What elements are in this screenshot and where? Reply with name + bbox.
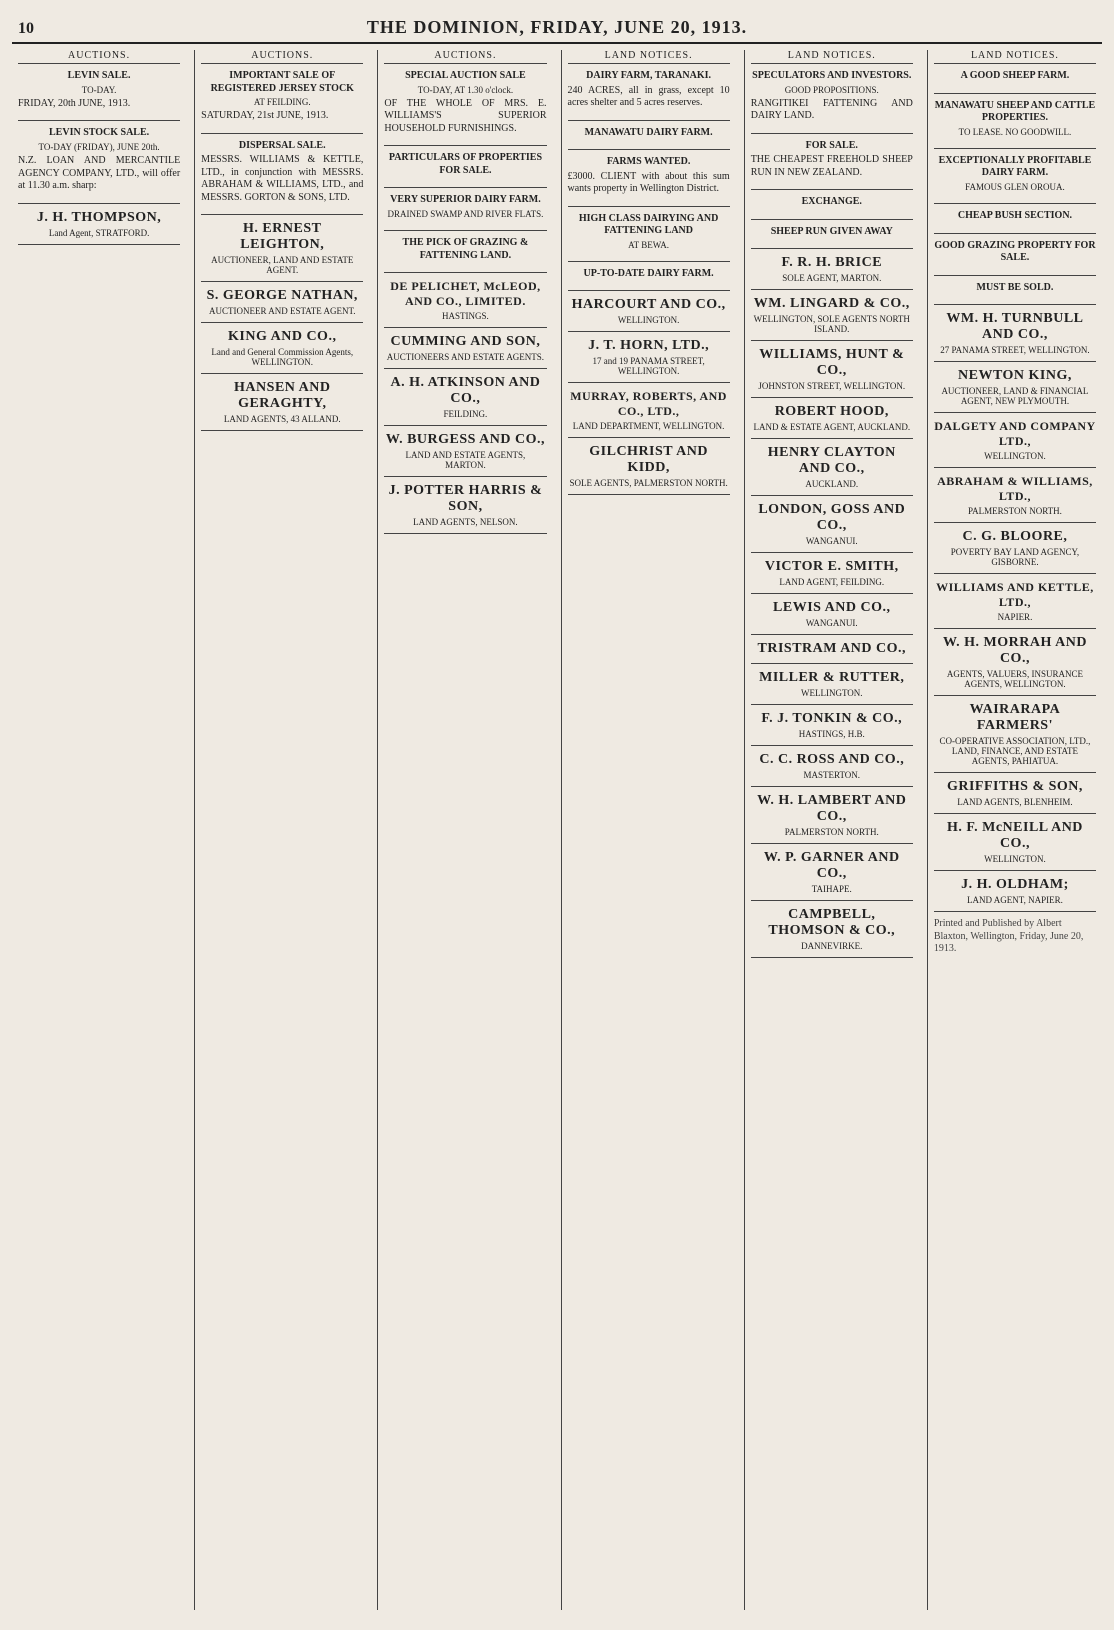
notice-heading: EXCEPTIONALLY PROFITABLE DAIRY FARM. [938, 154, 1092, 179]
notice-divider [201, 214, 363, 215]
agent-name: WM. LINGARD & CO., [753, 296, 910, 312]
notice [201, 140, 363, 205]
agent-name: MILLER & RUTTER, [759, 670, 905, 686]
notice-heading: SPECIAL AUCTION SALE [405, 70, 526, 81]
column-4 [561, 50, 736, 1610]
columns [12, 50, 1102, 1610]
notice [934, 240, 1096, 265]
agent-divider [934, 467, 1096, 468]
agent-name: ROBERT HOOD, [774, 404, 889, 420]
agent-divider [751, 745, 913, 746]
agent-divider [384, 327, 546, 328]
agent-address: 27 PANAMA STREET, WELLINGTON. [940, 345, 1090, 355]
agent-address: DANNEVIRKE. [801, 941, 863, 952]
notice-divider [934, 148, 1096, 149]
agent-divider [201, 322, 363, 323]
agent-address: AGENTS, VALUERS, INSURANCE AGENTS, WELLINGTON. [946, 669, 1084, 689]
agent-address: PALMERSTON NORTH. [784, 827, 879, 838]
notice-body: 240 ACRES, all in grass, except 10 acres shelter and 5 acres reserves. [567, 84, 730, 108]
notice-heading: MUST BE SOLD. [976, 281, 1054, 293]
notice-divider [751, 189, 913, 190]
agent-address: WANGANUI. [805, 618, 858, 629]
agent-name: C. G. BLOORE, [962, 529, 1068, 544]
agent-address: LAND AGENT, FEILDING. [779, 577, 885, 588]
agent-name: GRIFFITHS & SON, [946, 779, 1083, 794]
agent-divider [751, 663, 913, 664]
notice-subheading: FAMOUS GLEN OROUA. [965, 181, 1065, 192]
column-5 [744, 50, 919, 1610]
agent-address: LAND AGENTS, BLENHEIM. [957, 797, 1073, 807]
column-header: LAND NOTICES. [568, 50, 730, 64]
agent-name: WM. H. TURNBULL AND CO., [946, 311, 1084, 342]
notice-heading: THE PICK OF GRAZING & FATTENING LAND. [402, 237, 529, 261]
notice-heading: FARMS WANTED. [606, 156, 691, 167]
notice-heading: MANAWATU DAIRY FARM. [584, 126, 713, 138]
agent-address: WELLINGTON, SOLE AGENTS NORTH ISLAND. [753, 314, 910, 335]
notice-divider [934, 275, 1096, 276]
agent-divider [201, 281, 363, 282]
agent-address: LAND DEPARTMENT, WELLINGTON. [572, 421, 725, 432]
notice [384, 237, 546, 262]
agent-name: DE PELICHET, McLEOD, AND CO., LIMITED. [390, 279, 541, 308]
column-header: LAND NOTICES. [934, 50, 1096, 64]
notice-heading: DAIRY FARM, TARANAKI. [586, 70, 712, 81]
agent-address: WELLINGTON. [984, 854, 1046, 864]
notice [384, 70, 546, 135]
agent-address: LAND AGENTS, NELSON. [413, 517, 518, 527]
notice-subheading: TO-DAY (FRIDAY), JUNE 20th. [38, 141, 160, 152]
agent-divider [568, 437, 730, 438]
notice-divider [201, 133, 363, 134]
agent-address: AUCTIONEER AND ESTATE AGENT. [208, 306, 356, 317]
agent-address: FEILDING. [443, 409, 488, 419]
agent-divider [568, 494, 730, 495]
agent-name: WILLIAMS, HUNT & CO., [759, 347, 905, 379]
notice-heading: FOR SALE. [805, 139, 858, 151]
agent-divider [751, 340, 913, 341]
column-3 [377, 50, 552, 1610]
notice [201, 70, 363, 123]
agent-name: A. H. ATKINSON AND CO., [390, 375, 541, 406]
agent-divider [751, 495, 913, 496]
notice-divider [384, 272, 546, 273]
agent-address: CO-OPERATIVE ASSOCIATION, LTD., LAND, FINANCE, AND ESTATE AGENTS, PAHIATUA. [939, 736, 1091, 766]
notice [751, 196, 913, 209]
notice-subheading: TO-DAY, AT 1.30 o'clock. [417, 84, 514, 95]
notice-heading: DISPERSAL SALE. [238, 139, 326, 151]
agent-name: CAMPBELL, THOMSON & CO., [768, 907, 896, 939]
agent-divider [751, 397, 913, 398]
notice-body: RANGITIKEI FATTENING AND DAIRY LAND. [750, 97, 913, 122]
page-footer: Printed and Published by Albert Blaxton, Wellington, Friday, June 20, 1913. [933, 918, 1084, 954]
column-2 [194, 50, 369, 1610]
notice [934, 70, 1096, 83]
masthead [12, 8, 1102, 44]
notice [934, 155, 1096, 193]
notice [934, 282, 1096, 295]
agent-address: NAPIER. [997, 612, 1033, 622]
agent-name: W. H. LAMBERT AND CO., [757, 793, 907, 825]
notice-heading: SPECULATORS AND INVESTORS. [752, 70, 912, 81]
notice-body: £3000. CLIENT with about this sum wants property in Wellington District. [567, 170, 730, 194]
agent-divider [568, 382, 730, 383]
agent-divider [934, 361, 1096, 362]
notice-subheading: GOOD PROPOSITIONS. [784, 84, 879, 95]
agent-divider [568, 331, 730, 332]
agent-address: TAIHAPE. [811, 884, 852, 895]
notice-divider [568, 261, 730, 262]
agent-address: HASTINGS. [442, 311, 489, 321]
notice-divider [934, 233, 1096, 234]
agent-address: JOHNSTON STREET, WELLINGTON. [758, 381, 906, 392]
agent-name: H. ERNEST LEIGHTON, [240, 221, 325, 253]
column-header: AUCTIONS. [201, 50, 363, 64]
notice-divider [934, 203, 1096, 204]
agent-divider [751, 843, 913, 844]
notice-heading: HIGH CLASS DAIRYING AND FATTENING LAND [578, 212, 719, 236]
notice-heading: A GOOD SHEEP FARM. [960, 70, 1070, 81]
agent-name: VICTOR E. SMITH, [764, 559, 899, 575]
agent-name: NEWTON KING, [958, 368, 1072, 383]
notice-subheading: AT BEWA. [628, 239, 670, 250]
column-1 [12, 50, 186, 1610]
notice [568, 213, 730, 251]
agent-name: GILCHRIST AND KIDD, [589, 444, 708, 476]
notice [18, 127, 180, 192]
agent-divider [384, 476, 546, 477]
notice-heading: SHEEP RUN GIVEN AWAY [770, 225, 893, 237]
notice [384, 194, 546, 220]
agent-name: H. F. McNEILL AND CO., [946, 820, 1083, 851]
newspaper-page [12, 8, 1102, 1608]
agent-name: S. GEORGE NATHAN, [206, 288, 358, 304]
agent-name: HARCOURT AND CO., [571, 297, 726, 313]
notice-divider [384, 230, 546, 231]
notice [934, 100, 1096, 138]
agent-address: WELLINGTON. [617, 315, 680, 326]
notice-divider [568, 290, 730, 291]
agent-divider [201, 373, 363, 374]
notice-divider [751, 248, 913, 249]
notice-divider [751, 133, 913, 134]
agent-name: HENRY CLAYTON AND CO., [767, 445, 896, 477]
column-header: AUCTIONS. [18, 50, 180, 64]
notice-divider [568, 149, 730, 150]
agent-name: LEWIS AND CO., [773, 600, 891, 616]
agent-divider [751, 957, 913, 958]
agent-name: WILLIAMS AND KETTLE, LTD., [936, 580, 1094, 609]
notice [384, 152, 546, 177]
notice-subheading: DRAINED SWAMP AND RIVER FLATS. [387, 208, 544, 219]
notice-heading: VERY SUPERIOR DAIRY FARM. [390, 194, 541, 206]
notice [568, 156, 730, 196]
notice-subheading: TO LEASE. NO GOODWILL. [958, 126, 1072, 137]
column-header: AUCTIONS. [384, 50, 546, 64]
notice-subheading: AT FEILDING. [253, 97, 311, 107]
agent-name: W. P. GARNER AND CO., [763, 850, 900, 882]
agent-address: MASTERTON. [803, 770, 861, 781]
notice [568, 268, 730, 281]
agent-address: AUCTIONEER, LAND AND ESTATE AGENT. [211, 255, 354, 276]
notice-heading: IMPORTANT SALE OF REGISTERED JERSEY STOCK [210, 70, 354, 94]
notice-divider [568, 120, 730, 121]
agent-divider [18, 244, 180, 245]
agent-divider [751, 593, 913, 594]
agent-name: F. R. H. BRICE [781, 255, 883, 271]
agent-address: WELLINGTON. [800, 688, 863, 699]
agent-divider [751, 634, 913, 635]
agent-name: WAIRARAPA FARMERS' [969, 702, 1061, 733]
agent-name: J. H. THOMPSON, [36, 209, 162, 225]
agent-divider [751, 900, 913, 901]
agent-divider [751, 704, 913, 705]
agent-divider [384, 368, 546, 369]
notice-divider [384, 187, 546, 188]
agent-divider [751, 552, 913, 553]
agent-divider [934, 628, 1096, 629]
agent-address: LAND AGENT, NAPIER. [967, 895, 1063, 905]
notice [934, 210, 1096, 223]
agent-name: TRISTRAM AND CO., [757, 641, 907, 657]
notice-divider [384, 145, 546, 146]
agent-name: F. J. TONKIN & CO., [761, 711, 903, 727]
agent-divider [934, 573, 1096, 574]
agent-name: J. POTTER HARRIS & SON, [388, 483, 543, 514]
column-6 [927, 50, 1102, 1610]
notice-divider [934, 93, 1096, 94]
agent-address: AUCTIONEER, LAND & FINANCIAL AGENT, NEW PLYMOUTH. [941, 386, 1089, 406]
agent-divider [751, 786, 913, 787]
agent-name: DALGETY AND COMPANY LTD., [934, 419, 1096, 448]
agent-divider [384, 533, 546, 534]
agent-address: AUCKLAND. [805, 479, 859, 490]
agent-divider [934, 412, 1096, 413]
agent-divider [751, 438, 913, 439]
agent-name: W. BURGESS AND CO., [385, 432, 545, 447]
notice-divider [18, 120, 180, 121]
notice [751, 140, 913, 180]
notice-body: SATURDAY, 21st JUNE, 1913. [201, 110, 329, 122]
agent-address: 17 and 19 PANAMA STREET, WELLINGTON. [592, 356, 705, 377]
agent-divider [934, 911, 1096, 912]
notice [568, 127, 730, 140]
agent-divider [201, 430, 363, 431]
agent-divider [934, 522, 1096, 523]
agent-address: Land Agent, STRATFORD. [48, 227, 150, 238]
notice [751, 70, 913, 123]
notice-body: N.Z. LOAN AND MERCANTILE AGENCY COMPANY, LTD., will offer at 11.30 a.m. sharp: [18, 155, 181, 191]
column-header: LAND NOTICES. [751, 50, 913, 64]
agent-name: ABRAHAM & WILLIAMS, LTD., [937, 474, 1093, 503]
agent-name: C. C. ROSS AND CO., [759, 752, 905, 768]
agent-divider [384, 425, 546, 426]
notice-heading: PARTICULARS OF PROPERTIES FOR SALE. [388, 152, 543, 176]
agent-address: WANGANUI. [805, 536, 858, 547]
notice-heading: MANAWATU SHEEP AND CATTLE PROPERTIES. [934, 99, 1096, 123]
agent-divider [934, 695, 1096, 696]
notice-divider [568, 206, 730, 207]
agent-address: LAND AND ESTATE AGENTS, MARTON. [405, 450, 526, 470]
newspaper-title: THE DOMINION, FRIDAY, JUNE 20, 1913. [366, 17, 748, 37]
notice-body: MESSRS. WILLIAMS & KETTLE, LTD., in conjunction with MESSRS. ABRAHAM & WILLIAMS, LTD., and MESSRS. GORTON & SONS, LTD. [201, 154, 364, 203]
notice-heading: UP-TO-DATE DAIRY FARM. [583, 267, 714, 279]
agent-address: LAND & ESTATE AGENT, AUCKLAND. [753, 422, 911, 433]
notice [568, 70, 730, 110]
notice-divider [18, 203, 180, 204]
agent-name: CUMMING AND SON, [390, 334, 541, 349]
notice-heading: LEVIN STOCK SALE. [49, 127, 150, 139]
agent-name: W. H. MORRAH AND CO., [942, 635, 1087, 666]
agent-address: SOLE AGENT, MARTON. [782, 273, 882, 284]
notice [751, 226, 913, 239]
agent-address: LAND AGENTS, 43 ALLAND. [223, 414, 341, 425]
notice-body: OF THE WHOLE OF MRS. E. WILLIAMS'S SUPERIOR HOUSEHOLD FURNISHINGS. [384, 97, 547, 134]
agent-address: WELLINGTON. [984, 451, 1046, 461]
agent-name: MURRAY, ROBERTS, AND CO., LTD., [570, 389, 727, 419]
agent-address: POVERTY BAY LAND AGENCY, GISBORNE. [950, 547, 1080, 567]
notice-body: THE CHEAPEST FREEHOLD SHEEP RUN IN NEW ZEALAND. [750, 154, 913, 178]
agent-address: AUCTIONEERS AND ESTATE AGENTS. [386, 352, 545, 362]
agent-name: J. H. OLDHAM; [961, 877, 1069, 892]
agent-divider [751, 289, 913, 290]
notice-heading: EXCHANGE. [801, 196, 862, 208]
notice-divider [934, 304, 1096, 305]
agent-divider [934, 813, 1096, 814]
notice-heading: CHEAP BUSH SECTION. [957, 210, 1073, 221]
agent-name: LONDON, GOSS AND CO., [758, 502, 906, 534]
agent-address: SOLE AGENTS, PALMERSTON NORTH. [569, 478, 728, 489]
notice-heading: LEVIN SALE. [67, 70, 131, 81]
notice-heading: GOOD GRAZING PROPERTY FOR SALE. [934, 239, 1096, 263]
page-number: 10 [18, 20, 34, 37]
notice [18, 70, 180, 110]
agent-address: PALMERSTON NORTH. [967, 506, 1062, 516]
agent-name: J. T. HORN, LTD., [588, 338, 710, 354]
agent-address: HASTINGS, H.B. [798, 729, 865, 740]
agent-name: HANSEN AND GERAGHTY, [234, 380, 331, 412]
notice-body: FRIDAY, 20th JUNE, 1913. [18, 97, 131, 109]
notice-subheading: TO-DAY. [81, 84, 117, 95]
agent-divider [934, 772, 1096, 773]
agent-address: Land and General Commission Agents, WELLINGTON. [211, 347, 354, 368]
agent-name: KING AND CO., [228, 329, 337, 345]
agent-divider [934, 870, 1096, 871]
notice-divider [751, 219, 913, 220]
